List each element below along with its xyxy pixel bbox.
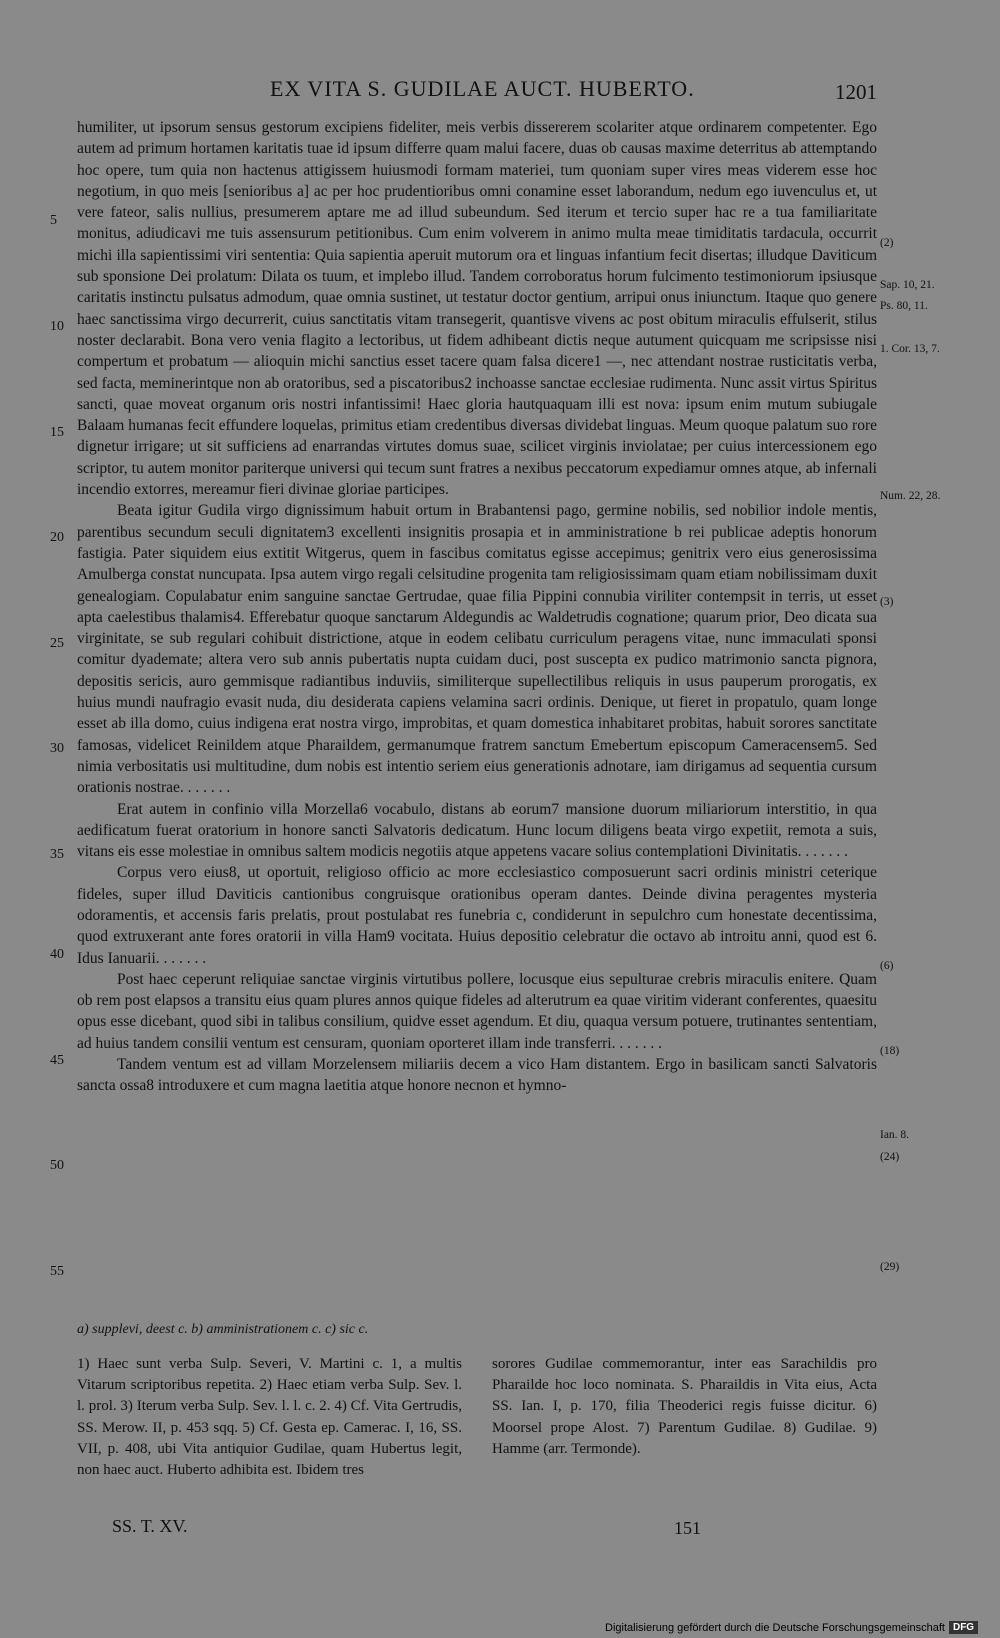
margin-note: (29): [880, 1261, 900, 1273]
margin-note: Ian. 8.: [880, 1129, 910, 1141]
line-number: 25: [50, 636, 64, 651]
margin-note: (24): [880, 1151, 900, 1163]
paragraph: humiliter, ut ipsorum sensus gestorum excipiens fideliter, meis verbis dissererem scolariter atque ordinarem competenter. Ego autem ad primum hortamen karitatis tuae id ipsum differre quam malui facere, duas ob causas maxime deterritus ab attemptando hoc opere, tum quia non hactenus attigissem huiusmodi formam materiei, tum quoniam super vires meas viderem esse hoc negotium, in quo meis [senioribus a] ac per hoc prudentioribus omni conamine esset laborandum, nedum ego iuvenculus et, ut vere fateor, salis nullius, presumerem aptare me ad illud subeundum. Sed iterum et tercio super hac re a tua familiaritate monitus, adiudicavi me tuis assensurum petitionibus. Cum enim volverem in animo multa meae timiditatis tardacula, occurrit michi illa sapientissimi viri sententia: Quia sapientia aperuit mutorum ora et linguas infantium fecit disertas; illudque Daviticum sub sponsione Dei prolatum: Dilata os tuum, et implebo illud. Tandem corroboratus horum fulcimento testimoniorum ipsiusque caritatis instinctu pulsatus admodum, quae omnia sustinet, ut testatur doctor gentium, arripui onus iniunctum. Itaque quo genere haec sanctissima virgo decurrerit, cuius sanctitatis vitam transegerit, quantisve vivens ac post obitum miraculis effulserit, stilus noster declarabit. Bona vero venia flagito a lectoribus, ut fidem adhibeant dictis neque autument quicquam me scripsisse nisi compertum et probatum — alioquin michi sanctius esset tacere quam falsa dicere1 —, nec attendant nostrae rusticitatis verba, sed facta, meminerintque non ab oratoribus, sed a piscatoribus2 inchoasse sanctae ecclesiae rudimenta. Nunc assit virtus Spiritus sancti, quae moveat organum oris nostri infantissimi! Haec gloria hautquaquam illi est nova: ipsum enim mutum subiugale Balaam humanas fecit effundere loquelas, primitus etiam credentibus diversas dividebat linguas. Meum quoque palatum suo rore dignetur irrigare; ut sit sufficiens ad enarrandas virtutes domus suae, scilicet virginis inviolatae; per cuius intercessionem ego scriptor, tu autem monitor pariterque universi qui tecum sunt fratres a nexibus peccatorum expediamur omnes atque, ab infernali incendio extorres, mereamur fieri divinae gloriae participes.: [77, 119, 877, 499]
main-text: [77, 117, 877, 1097]
footnotes-left-column: 1) Haec sunt verba Sulp. Severi, V. Martini c. 1, a multis Vitarum scriptoribus repetita. 2) Haec etiam verba Sulp. Sev. l. l. prol. 3) Iterum verba Sulp. Sev. l. l. c. 2. 4) Cf. Vita Gertrudis, SS. Merow. II, p. 453 sqq. 5) Cf. Gesta ep. Camerac. I, 16, SS. VII, p. 408, ubi Vita antiquior Gudilae, quam Hubertus legit, non haec auct. Huberto adhibita est. Ibidem tres: [77, 1356, 462, 1479]
line-number: 40: [50, 947, 64, 962]
digitization-note: Digitalisierung gefördert durch die Deutsche Forschungsgemeinschaft: [605, 1621, 945, 1634]
signature-mark: SS. T. XV.: [112, 1516, 188, 1536]
margin-note: Num. 22, 28.: [880, 490, 941, 502]
digitization-credit: [605, 1621, 978, 1634]
line-number: 50: [50, 1158, 64, 1173]
line-number: 5: [50, 213, 57, 228]
line-number: 15: [50, 425, 64, 440]
line-number: 10: [50, 319, 64, 334]
paragraph: Tandem ventum est ad villam Morzelensem miliariis decem a vico Ham distantem. Ergo in basilicam sancti Salvatoris sancta ossa8 introduxere et cum magna laetitia atque honore necnon et hymno-: [77, 1056, 877, 1095]
paragraph: Post haec ceperunt reliquiae sanctae virginis virtutibus pollere, locusque eius sepulturae crebris miraculis enitere. Quam ob rem post elapsos a transitu eius quam plures annos quique fideles ad alterutrum ea quae viritim viderant conferentes, quaesitu opus esse dicebant, quod sibi in talibus consilium, quidve esset agendum. Et diu, quaqua versum potuere, trutinantes sententiam, ad huius tandem consilii ventum est censuram, quoniam oporteret illam inde transferri. . . . . . .: [77, 970, 877, 1052]
margin-note: (18): [880, 1045, 900, 1057]
line-number: 20: [50, 530, 64, 545]
margin-note: Ps. 80, 11.: [880, 300, 928, 312]
critical-apparatus: a) supplevi, deest c. b) amministrationem c. c) sic c.: [77, 1322, 369, 1337]
sheet-number: 151: [674, 1518, 701, 1538]
line-number: 30: [50, 741, 64, 756]
dfg-logo: DFG: [949, 1621, 978, 1634]
margin-note: (3): [880, 596, 894, 608]
line-number: 55: [50, 1264, 64, 1279]
footnotes: [77, 1354, 877, 1481]
margin-note: Sap. 10, 21.: [880, 279, 935, 291]
margin-note: (6): [880, 960, 894, 972]
page-number: 1201: [835, 80, 877, 104]
line-number: 45: [50, 1053, 64, 1068]
footnotes-right-column: sorores Gudilae commemorantur, inter eas Sarachildis pro Pharailde hoc loco nominata. S. Pharaildis in Vita eius, Acta SS. Ian. I, p. 170, filia Theoderici regis fuisse dicitur. 6) Moorsel prope Alost. 7) Parentum Gudilae. 8) Gudilae. 9) Hamme (arr. Termonde).: [492, 1356, 877, 1457]
paragraph: Corpus vero eius8, ut oportuit, religioso officio ac more ecclesiastico composuerunt sacri ordinis ministri ceterique fideles, super illud Daviticis cantionibus congruisque orationibus operam dantes. Deinde divina peragentes mysteria odoramentis, et accensis faris prelatis, prout postulabat res funebria c, condiderunt in sepulchro cum honestate decentissima, quod extruxerant ante fores oratorii in villa Ham9 vocitata. Huius depositio celebratur die octavo ab introitu anni, quod est 6. Idus Ianuarii. . . . . . .: [77, 864, 877, 967]
margin-note: (2): [880, 237, 894, 249]
running-title: EX VITA S. GUDILAE AUCT. HUBERTO.: [270, 76, 695, 101]
margin-note: 1. Cor. 13, 7.: [880, 343, 940, 355]
paragraph: Erat autem in confinio villa Morzella6 vocabulo, distans ab eorum7 mansione duorum miliariorum interstitio, in qua aedificatum fuerat oratorium in honore sancti Salvatoris dedicatum. Hunc locum diligens beata virgo expetiit, remota a suis, vitans eis esse molestiae in omnibus saltem modicis negotiis atque appetens vacare solius contemplationi Divinitatis. . . . . . .: [77, 800, 877, 861]
paragraph: Beata igitur Gudila virgo dignissimum habuit ortum in Brabantensi pago, germine nobilis, sed nobilior indole mentis, parentibus secundum seculi dignitatem3 excellenti insignitis prosapia et in amministratione b rei publicae adeptis honorum fastigia. Pater siquidem eius extitit Witgerus, quem in fascibus comitatus egisse accepimus; genitrix vero eius generosissima Amulberga constat nuncupata. Ipsa autem virgo regali celsitudine progenita tam religiosissimam quam etiam nobilissimam duxit genealogiam. Copulabatur enim sanguine sanctae Gertrudae, quae filia Pippini connubia viriliter contempsit in terris, ut esset apta caelestibus thalamis4. Efferebatur quoque sanctarum Aldegundis ac Waldetrudis cognatione; quarum prior, Deo dicata sua virginitate, se sub regulari cohibuit districtione, atque in eodem celibatu curriculum peragens vitae, nunc immaculati sponsi comitur dyademate; altera vero sub annis pubertatis nupta cuidam duci, post suscepta ex pudico matrimonio sancta pignora, depositis sericis, auro gemmisque radiantibus induviis, similiterque supellectilibus reliquis in usus pauperum prorogatis, ex huius mundi naufragio evasit nuda, diu desiderata capiens velamina sacri ordinis. Denique, ut fieret in propatulo, quam longe esset ab illa domo, cuius indigena erat nostra virgo, improbitas, et quam domestica inhabitaret probitas, habuit sorores sanctitate famosas, videlicet Reinildem atque Pharaildem, germanumque fratrem sanctum Emebertum episcopum Cameracensem5. Sed nimia verbositatis usi multitudine, dum nobis est intentio seriem eius generationis adnotare, iam dirigamus ad sequentia cursum orationis nostrae. . . . . . .: [77, 502, 877, 797]
line-number: 35: [50, 847, 64, 862]
